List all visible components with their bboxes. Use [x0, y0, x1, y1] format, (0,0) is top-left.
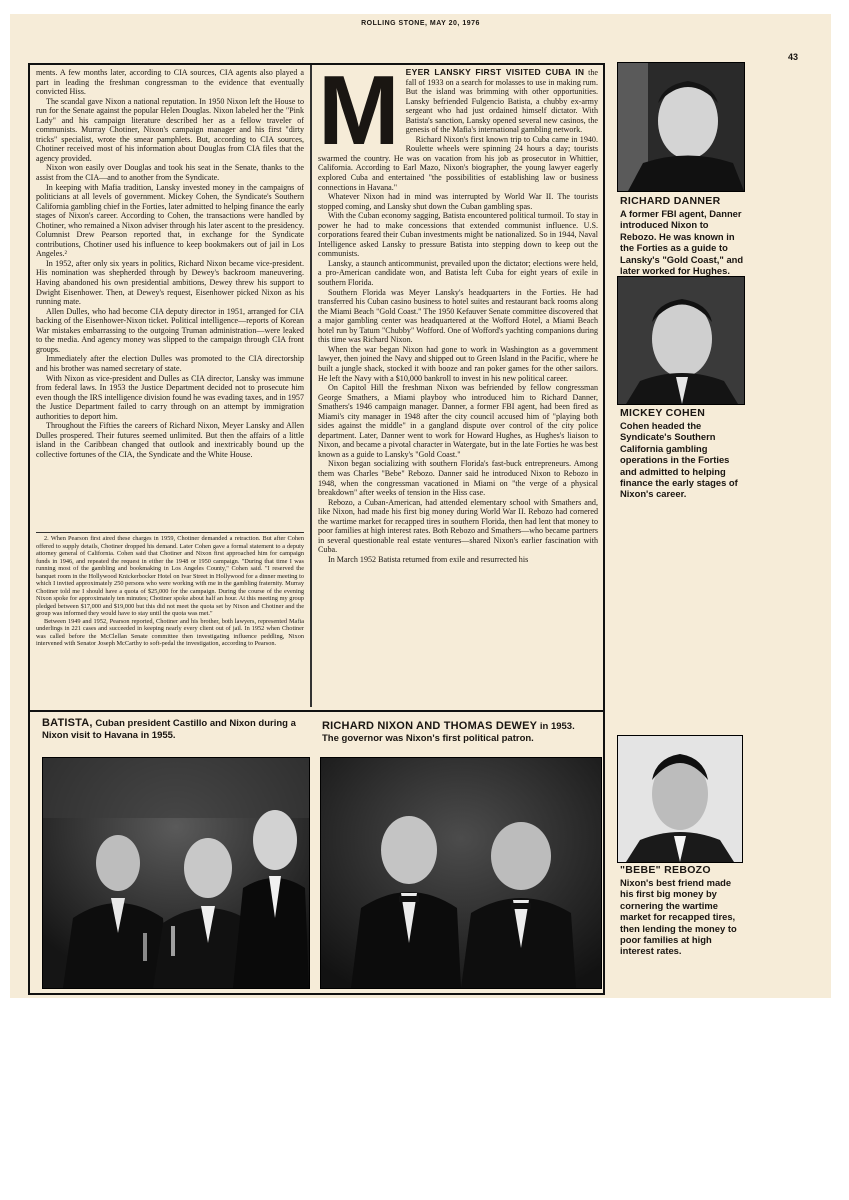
masthead: ROLLING STONE, MAY 20, 1976 [361, 20, 480, 27]
lead-text: the fall of 1933 on a search for molasses to use in making rum. But the island was brimming with other opportunities. Lansky befriended Fulgencio Batista, a chubby ex-army sergeant who had just ordained himself dictator. With Batista's sanction, Lansky opened several new casinos, the genesis of the Mafia's international gambling network. [405, 68, 598, 135]
paragraph: Throughout the Fifties the careers of Richard Nixon, Meyer Lansky and Allen Dulles prospered. Their futures seemed unlimited. But then the affairs of a little island in the Caribbean changed that outlook and inextricably bound up the collective fortunes of the CIA, the Syndicate and the White House. [36, 421, 304, 459]
paragraph: The scandal gave Nixon a national reputation. In 1950 Nixon left the House to run for the Senate against the popular Helen Douglas. Nixon labeled her the "Pink Lady" and his campaign literature described her as a fellow traveler of communists. Murray Chotiner, Nixon's campaign manager and his first "dirty tricks" specialist, wrote the smear pamphlets. But, according to CIA sources, Chotiner received most of his information about Douglas from CIA files that the agency provided. [36, 96, 304, 163]
paragraph: Southern Florida was Meyer Lansky's headquarters in the Forties. He had transferred his Cuban casino business to hotel suites and restaurant back rooms along the Miami Beach "Gold Coast." The 1950 Kefauver Senate committee discovered that a major gambling center was headquartered at the Wofford Hotel, a Miami Beach hotel run by Tatum "Chubby" Wofford. One of Wofford's yachting companions during this time was Richard Nixon. [318, 287, 598, 345]
paragraph: Immediately after the election Dulles was promoted to the CIA directorship and his brother was named secretary of state. [36, 354, 304, 373]
caption-text: in 1953. [539, 721, 575, 732]
footnote-rule [36, 532, 304, 533]
footnote-paragraph: Between 1949 and 1952, Pearson reported, Chotiner and his brother, both lawyers, represented Mafia underlings in 221 cases and succeeded in keeping nearly every client out of jail. In 1952 when Chotiner was called before the McClellan Senate committee then investigating influence peddling, Nixon intervened with Senator Joseph McCarthy to soft-pedal the investigation, according to Pearson. [36, 617, 304, 647]
caption-text: The governor was Nixon's first political patron. [322, 733, 534, 744]
photo-mickey-cohen [617, 276, 745, 405]
paragraph: With Nixon as vice-president and Dulles as CIA director, Lansky was immune from federal laws. In 1953 the Justice Department decided not to prosecute him even though the IRS intelligence division found he was evading taxes, and in 1957 the Justice Department failed to carry through on an attempt by immigration authorities to deport him. [36, 373, 304, 421]
paragraph: Richard Nixon's first known trip to Cuba came in 1940. Roulette wheels were spinning 24 hours a day; tourists swarmed the country. He was on vacation from his job as prosecutor in Whittier, California. According to Earl Mazo, Nixon's biographer, the young lawyer eagerly explored Cuba and entertained "the possibilities of establishing law or business connections in Havana." [318, 134, 598, 192]
footnote [36, 535, 304, 705]
paragraph: Nixon began socializing with southern Florida's fast-buck entrepreneurs. Among them was Charles "Bebe" Rebozo. Danner said he introduced Nixon to Rebozo in 1948, when the congressman vacationed in Miami on "the verge of a physical breakdown" after weeks of tension in the Hiss case. [318, 459, 598, 498]
photo-batista-nixon [42, 757, 310, 989]
paragraph: Nixon won easily over Douglas and took his seat in the Senate, thanks to the assist from the CIA—and to another from the Syndicate. [36, 163, 304, 183]
column-divider [310, 65, 312, 707]
name-mickey-cohen: MICKEY COHEN [620, 407, 706, 419]
caption-mickey-cohen: Cohen headed the Syndicate's Southern California gambling operations in the Forties and admitted to helping finance the early stages of Nixon's career. [620, 420, 738, 500]
name-bebe-rebozo: "BEBE" REBOZO [620, 864, 711, 876]
caption-text: Cuban president Castillo and Nixon during a Nixon visit to Havana in 1955. [42, 718, 296, 741]
paragraph: ments. A few months later, according to CIA sources, CIA agents also played a part in leading the freshman congressman to the evidence that eventually convicted Hiss. [36, 68, 304, 97]
caption-batista [42, 717, 304, 742]
page-number: 43 [788, 52, 799, 62]
paragraph: Allen Dulles, who had become CIA deputy director in 1951, arranged for CIA backing of the Eisenhower-Nixon ticket. Political intelligence—reports of Korean War mistakes embarrassing to the outgoing Truman administration—were leaked to the media. And agency money was slipped to the campaign through CIA front groups. [36, 306, 304, 354]
caption-dewey [322, 720, 600, 745]
left-column [36, 68, 304, 530]
paragraph: In March 1952 Batista returned from exile and resurrected his [328, 554, 529, 564]
paragraph: Whatever Nixon had in mind was interrupted by World War II. The tourists stopped coming, and Lansky shut down the Cuban gambling spas. [318, 192, 598, 211]
paragraph: When the war began Nixon had gone to work in Washington as a government lawyer, then joined the Navy and shipped out to Green Island in the Pacific, where he built a jungle shack, stocked it with booze and ran poker games for the other sailors. He left the Navy with a $10,000 bankroll to invest in his new political career. [318, 344, 598, 383]
paragraph: Lansky, a staunch anticommunist, prevailed upon the dictator; elections were held, a pro-American candidate won, and Batista left Cuba for eight years of exile in southern Florida. [318, 258, 598, 288]
paragraph: On Capitol Hill the freshman Nixon was befriended by fellow congressman George Smathers, a Miami playboy who introduced him to Richard Danner, Smathers's 1946 campaign manager. Danner, a former FBI agent, had been fired as Miami's city manager in 1948 after the city council accused him of "playing both sides against the middle" in a gangland dispute over control of the city police department. Later, Danner went to work for Howard Hughes, as Hughes's liaison to Nixon, and became a pivotal character in Watergate, but in the late Forties he was best known as a guide to Lansky's "Gold Coast." [318, 383, 598, 459]
right-column [318, 68, 598, 706]
caption-bebe-rebozo: Nixon's best friend made his first big money by cornering the wartime market for recapped tires, then lending the money to poor families at high interest rates. [620, 877, 737, 957]
paragraph: In keeping with Mafia tradition, Lansky invested money in the campaigns of politicians at all levels of government. Mickey Cohen, the Syndicate's Southern California gambling chief in the Forties, later admitted to helping finance the early stages of Nixon's career. According to Cohen, the transactions were handled by Chotiner, who remained a Nixon adviser through his later ascent to the presidency. Columnist Drew Pearson reported that, in exchange for the Syndicate contributions, Chotiner used his influence to keep bookmakers out of jail in Los Angeles.² [36, 182, 304, 259]
paragraph: In 1952, after only six years in politics, Richard Nixon became vice-president. His nomination was shepherded through by Dewey's backroom maneuvering. Having abandoned his own presidential ambitions, Dewey threw his support to Dwight Eisenhower. Then, at Dewey's request, Eisenhower picked Nixon as his running mate. [36, 258, 304, 307]
lead-in: EYER LANSKY FIRST VISITED CUBA IN [405, 68, 585, 77]
photo-richard-danner [617, 62, 745, 192]
caption-richard-danner: A former FBI agent, Danner introduced Nixon to Rebozo. He was known in the Forties as a guide to Lansky's "Gold Coast," and later worked for Hughes. [620, 208, 744, 277]
drop-cap: M [318, 68, 400, 165]
section-rule [30, 710, 603, 712]
caption-name: RICHARD NIXON AND THOMAS DEWEY [322, 720, 538, 732]
photo-bebe-rebozo [617, 735, 743, 863]
caption-name: BATISTA, [42, 717, 93, 729]
footnote-paragraph: 2. When Pearson first aired these charges in 1959, Chotiner demanded a retraction. But after Cohen offered to supply details, Chotiner dropped his demand. Later Cohen gave a formal statement to a deputy attorney general of California. Cohen said that Chotiner and Nixon first approached him for campaign funds in 1946, and repeated the request in either the 1948 or 1950 campaign. "During that time I was running most of the gambling and bookmaking in Los Angeles County," Cohen said. "I reserved the banquet room in the Hollywood Knickerbocker Hotel on Ivar Street in Hollywood for a dinner meeting to which I invited approximately 250 persons who were working with me in the gambling fraternity. Murray Chotiner told me I should have a quota of $25,000 for the campaign. During the course of the evening Nixon spoke for approximately ten minutes; Chotiner spoke about half an hour. At this meeting my group pledged between $17,000 and $19,000 but this did not meet the quota set by Nixon and Chotiner and the group was informed they would have to stay until the quota was met." [36, 535, 304, 617]
paragraph: With the Cuban economy sagging, Batista encountered political turmoil. To stay in power he had to make concessions that extended communist influence. U.S. corporations feared their Cuban investments might be nationalized. So in 1944, Naval Intelligence asked Lansky to pressure Batista into stepping down to keep out the communists. [318, 211, 598, 259]
photo-nixon-dewey [320, 757, 602, 989]
paragraph: Rebozo, a Cuban-American, had attended elementary school with Smathers and, like Nixon, had made his first big money during World War II. Rebozo had cornered the wartime market for recapped tires in southern Florida, then had lent that money to poor families at high interest rates. Both Rebozo and Smathers—who became partners in several questionable real estate ventures—shared Nixon's earlier fascination with Cuba. [318, 497, 598, 555]
name-richard-danner: RICHARD DANNER [620, 195, 721, 207]
